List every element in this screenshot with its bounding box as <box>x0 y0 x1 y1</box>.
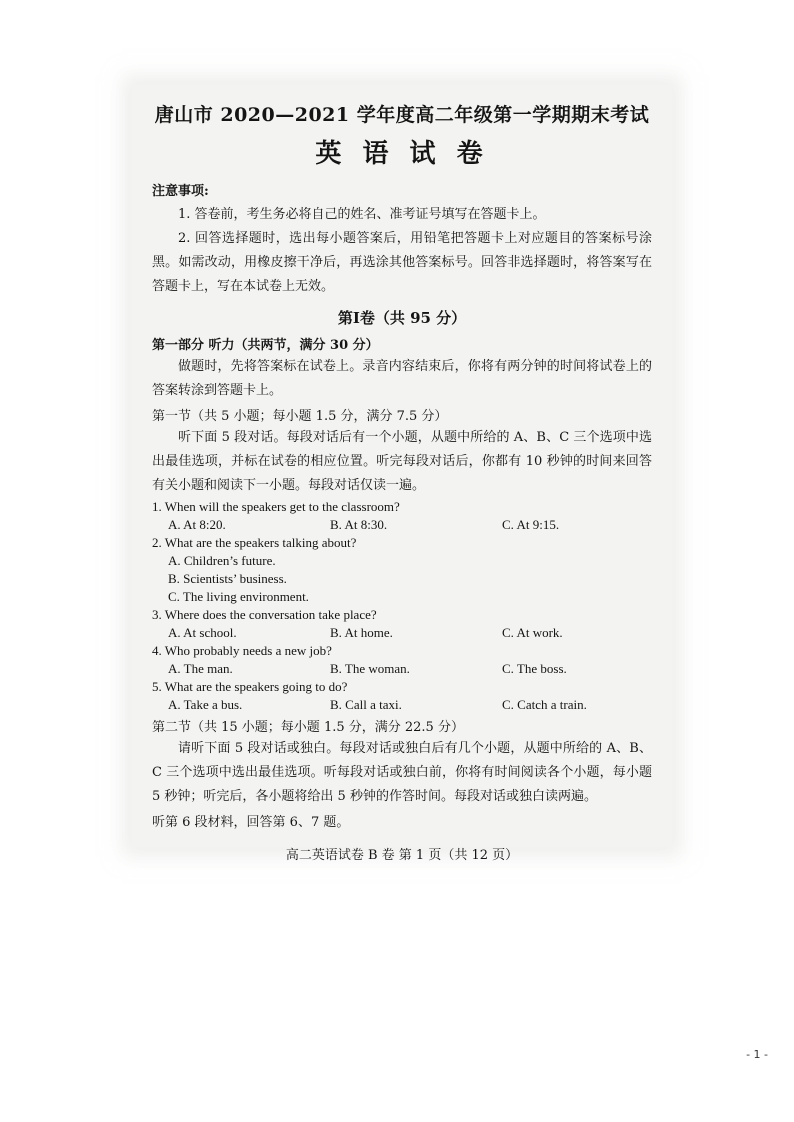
question-stem: 1. When will the speakers get to the classroom? <box>152 499 400 514</box>
question-list <box>152 498 652 714</box>
exam-content <box>152 100 652 863</box>
question-stem: 4. Who probably needs a new job? <box>152 643 332 658</box>
option-c: C. The living environment. <box>168 589 309 604</box>
option-a: A. Take a bus. <box>168 697 243 712</box>
question-options <box>152 696 652 714</box>
section1-title: 第一节（共 5 小题；每小题 1.5 分，满分 7.5 分） <box>152 409 448 424</box>
option-c: C. The boss. <box>502 661 567 676</box>
option-b: B. Scientists’ business. <box>168 571 287 586</box>
notice-label: 注意事项: <box>152 184 209 199</box>
option-b: B. At 8:30. <box>330 517 388 532</box>
question-options <box>152 660 652 678</box>
question-options <box>152 624 652 642</box>
option-a: A. At school. <box>168 625 237 640</box>
option-b: B. The woman. <box>330 661 410 676</box>
page-footer: 高二英语试卷 B 卷 第 1 页（共 12 页） <box>285 848 519 863</box>
option-c: C. At work. <box>502 625 563 640</box>
notice-item-2: 2. 回答选择题时，选出每小题答案后，用铅笔把答题卡上对应题目的答案标号涂黑。如需改动，用橡皮擦干净后，再选涂其他答案标号。回答非选择题时，将答案写在答题卡上，写在本试卷上无效。 <box>152 231 652 294</box>
option-b: B. At home. <box>330 625 393 640</box>
section2-intro: 请听下面 5 段对话或独白。每段对话或独白后有几个小题，从题中所给的 A、B、C 三个选项中选出最佳选项。听每段对话或独白前，你将有时间阅读各个小题，每小题 5 秒钟；听完后，各小题将给出 5 秒钟的作答时间。每段对话或独白读两遍。 <box>152 741 652 804</box>
question-stem: 2. What are the speakers talking about? <box>152 535 357 550</box>
material-instruction: 听第 6 段材料，回答第 6、7 题。 <box>152 815 350 830</box>
question-stem: 3. Where does the conversation take place? <box>152 607 377 622</box>
option-c: C. Catch a train. <box>502 697 587 712</box>
option-a: A. At 8:20. <box>168 517 226 532</box>
exam-subject: 英 语 试 卷 <box>315 139 489 169</box>
section2-title: 第二节（共 15 小题；每小题 1.5 分，满分 22.5 分） <box>152 720 464 735</box>
option-b: B. Call a taxi. <box>330 697 402 712</box>
option-c: C. At 9:15. <box>502 517 560 532</box>
question-stem: 5. What are the speakers going to do? <box>152 679 348 694</box>
part1-title: 第一部分 听力（共两节，满分 30 分） <box>152 338 379 353</box>
volume-title: 第Ⅰ卷（共 95 分） <box>337 309 467 327</box>
part1-intro: 做题时，先将答案标在试卷上。录音内容结束后，你将有两分钟的时间将试卷上的答案转涂到答题卡上。 <box>152 359 652 398</box>
notice-item-1: 1. 答卷前，考生务必将自己的姓名、准考证号填写在答题卡上。 <box>178 207 546 222</box>
exam-title: 唐山市 2020—2021 学年度高二年级第一学期期末考试 <box>154 104 650 126</box>
question-options <box>152 516 652 534</box>
page-number: - 1 - <box>746 1048 768 1061</box>
option-a: A. The man. <box>168 661 233 676</box>
section1-intro: 听下面 5 段对话。每段对话后有一个小题，从题中所给的 A、B、C 三个选项中选出最佳选项，并标在试卷的相应位置。听完每段对话后，你都有 10 秒钟的时间来回答有关小题和阅读下一小题。每段对话仅读一遍。 <box>152 430 652 493</box>
option-a: A. Children’s future. <box>168 553 276 568</box>
